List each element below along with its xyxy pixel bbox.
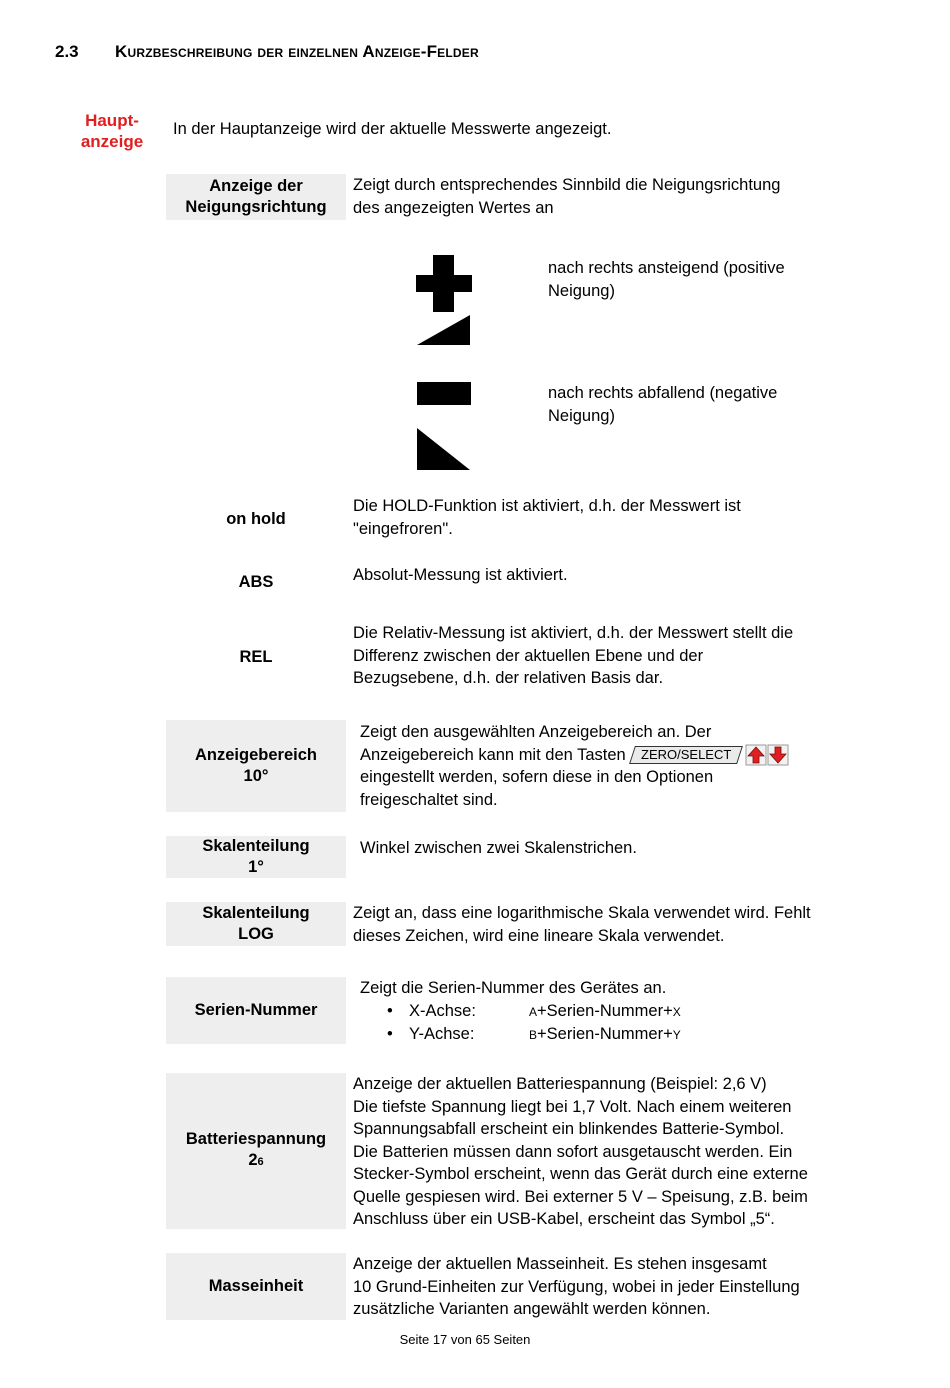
desc-positive-tilt bbox=[548, 257, 868, 302]
section-title: Kurzbeschreibung der einzelnen Anzeige-Felder bbox=[115, 42, 479, 61]
zero-select-key bbox=[629, 746, 743, 764]
desc-masseinheit bbox=[353, 1253, 913, 1321]
desc-line: zusätzliche Varianten angewählt werden können. bbox=[353, 1300, 711, 1318]
desc-line bbox=[360, 744, 880, 767]
list-item bbox=[355, 1000, 880, 1024]
axis-suffix: X bbox=[672, 1004, 681, 1019]
desc-abs: Absolut-Messung ist aktiviert. bbox=[353, 566, 568, 584]
desc-rel bbox=[353, 622, 873, 690]
negative-tilt-symbol bbox=[416, 380, 472, 472]
down-arrow-key-icon bbox=[767, 744, 789, 766]
desc-line: Anzeige der aktuellen Masseinheit. Es stehen insgesamt bbox=[353, 1255, 767, 1273]
axis-label: X-Achse: bbox=[409, 1001, 476, 1020]
label-masseinheit: Masseinheit bbox=[166, 1253, 346, 1320]
desc-line: freigeschaltet sind. bbox=[360, 790, 498, 809]
up-arrow-key-icon bbox=[745, 744, 767, 766]
label-anzeigebereich bbox=[166, 720, 346, 812]
desc-line: Die tiefste Spannung liegt bei 1,7 Volt. Nach einem weiteren bbox=[353, 1097, 792, 1116]
desc-line: Quelle gespiesen wird. Bei externer 5 V – Speisung, z.B. beim bbox=[353, 1187, 808, 1206]
side-label-line1: Haupt- bbox=[85, 111, 139, 130]
label-line: Neigungsrichtung bbox=[185, 198, 327, 216]
label-line: 10° bbox=[243, 767, 269, 785]
desc-line: Zeigt durch entsprechendes Sinnbild die Neigungsrichtung bbox=[353, 176, 781, 194]
desc-line: Die HOLD-Funktion ist aktiviert, d.h. der Messwert ist bbox=[353, 497, 741, 515]
desc-line: Bezugsebene, d.h. der relativen Basis dar. bbox=[353, 669, 664, 687]
desc-skalenteilung-log bbox=[353, 902, 893, 947]
list-item bbox=[355, 1023, 880, 1047]
side-label-hauptanzeige bbox=[72, 110, 152, 152]
axis-prefix: A bbox=[529, 1004, 538, 1019]
desc-line: Die Relativ-Messung ist aktiviert, d.h. der Messwert stellt die bbox=[353, 624, 794, 642]
desc-skalenteilung-deg: Winkel zwischen zwei Skalenstrichen. bbox=[360, 839, 637, 857]
label-line: LOG bbox=[238, 925, 274, 943]
desc-line: 10 Grund-Einheiten zur Verfügung, wobei in jeder Einstellung bbox=[353, 1277, 800, 1296]
label-rel: REL bbox=[239, 647, 273, 666]
desc-line: des angezeigten Wertes an bbox=[353, 198, 554, 217]
serial-value: +Serien-Nummer+ bbox=[537, 1001, 673, 1020]
axis-suffix: Y bbox=[672, 1028, 681, 1042]
desc-batteriespannung bbox=[353, 1073, 913, 1231]
minus-icon bbox=[417, 382, 471, 405]
section-heading bbox=[55, 42, 479, 62]
falling-wedge-icon bbox=[417, 428, 470, 470]
desc-line: nach rechts ansteigend (positive bbox=[548, 259, 785, 277]
label-abs: ABS bbox=[238, 572, 274, 591]
label-line: Batteriespannung bbox=[185, 1130, 327, 1148]
desc-line: nach rechts abfallend (negative bbox=[548, 384, 778, 402]
desc-line: "eingefroren". bbox=[353, 519, 453, 538]
desc-line: Spannungsabfall erscheint ein blinkendes Batterie-Symbol. bbox=[353, 1120, 785, 1138]
serial-axis-list bbox=[355, 1000, 880, 1047]
desc-line: dieses Zeichen, wird eine lineare Skala verwendet. bbox=[353, 926, 725, 945]
rising-wedge-icon bbox=[417, 315, 470, 345]
desc-anzeigebereich bbox=[360, 721, 880, 811]
desc-line: Anschluss über ein USB-Kabel, erscheint das Symbol „5“. bbox=[353, 1210, 775, 1228]
label-line: 1° bbox=[248, 858, 264, 876]
axis-label: Y-Achse: bbox=[409, 1025, 475, 1043]
label-line: Anzeigebereich bbox=[195, 746, 317, 764]
desc-line: Zeigt an, dass eine logarithmische Skala verwendet wird. Fehlt bbox=[353, 904, 811, 922]
label-line: Skalenteilung bbox=[202, 904, 310, 922]
desc-negative-tilt bbox=[548, 382, 868, 427]
desc-serien-nummer bbox=[360, 977, 880, 1047]
label-batteriespannung bbox=[166, 1073, 346, 1229]
plus-icon bbox=[416, 255, 472, 312]
battery-value-main: 2 bbox=[248, 1151, 258, 1169]
intro-text: In der Hauptanzeige wird der aktuelle Messwerte angezeigt. bbox=[173, 120, 612, 138]
desc-line: Zeigt die Serien-Nummer des Gerätes an. bbox=[360, 979, 667, 997]
label-neigungsrichtung bbox=[166, 174, 346, 220]
desc-line-text: Anzeigebereich kann mit den Tasten bbox=[360, 745, 626, 764]
serial-value: +Serien-Nummer+ bbox=[537, 1025, 673, 1043]
desc-line: Die Batterien müssen dann sofort ausgetauscht werden. Ein bbox=[353, 1142, 793, 1161]
desc-neigungsrichtung bbox=[353, 174, 873, 219]
positive-tilt-symbol bbox=[416, 255, 472, 347]
label-skalenteilung-log bbox=[166, 902, 346, 946]
label-line: Anzeige der bbox=[209, 177, 303, 195]
label-serien-nummer: Serien-Nummer bbox=[166, 977, 346, 1044]
desc-on-hold bbox=[353, 495, 873, 540]
desc-line: Stecker-Symbol erscheint, wenn das Gerät durch eine externe bbox=[353, 1165, 808, 1183]
label-value bbox=[248, 1150, 263, 1173]
axis-prefix: B bbox=[529, 1028, 538, 1042]
page-footer: Seite 17 von 65 Seiten bbox=[399, 1332, 531, 1347]
desc-line: Anzeige der aktuellen Batteriespannung (Beispiel: 2,6 V) bbox=[353, 1075, 767, 1093]
section-number: 2.3 bbox=[55, 42, 79, 61]
side-label-line2: anzeige bbox=[80, 132, 144, 151]
desc-line: Neigung) bbox=[548, 281, 615, 300]
zero-select-key-label: ZERO/SELECT bbox=[641, 747, 732, 763]
desc-line: Zeigt den ausgewählten Anzeigebereich an. Der bbox=[360, 723, 712, 741]
label-skalenteilung-deg bbox=[166, 836, 346, 878]
desc-line: Neigung) bbox=[548, 406, 615, 425]
desc-line: Differenz zwischen der aktuellen Ebene und der bbox=[353, 646, 704, 665]
desc-line: eingestellt werden, sofern diese in den Optionen bbox=[360, 768, 714, 787]
label-on-hold: on hold bbox=[226, 509, 286, 528]
label-line: Skalenteilung bbox=[202, 837, 310, 855]
battery-value-sub: 6 bbox=[257, 1156, 264, 1168]
